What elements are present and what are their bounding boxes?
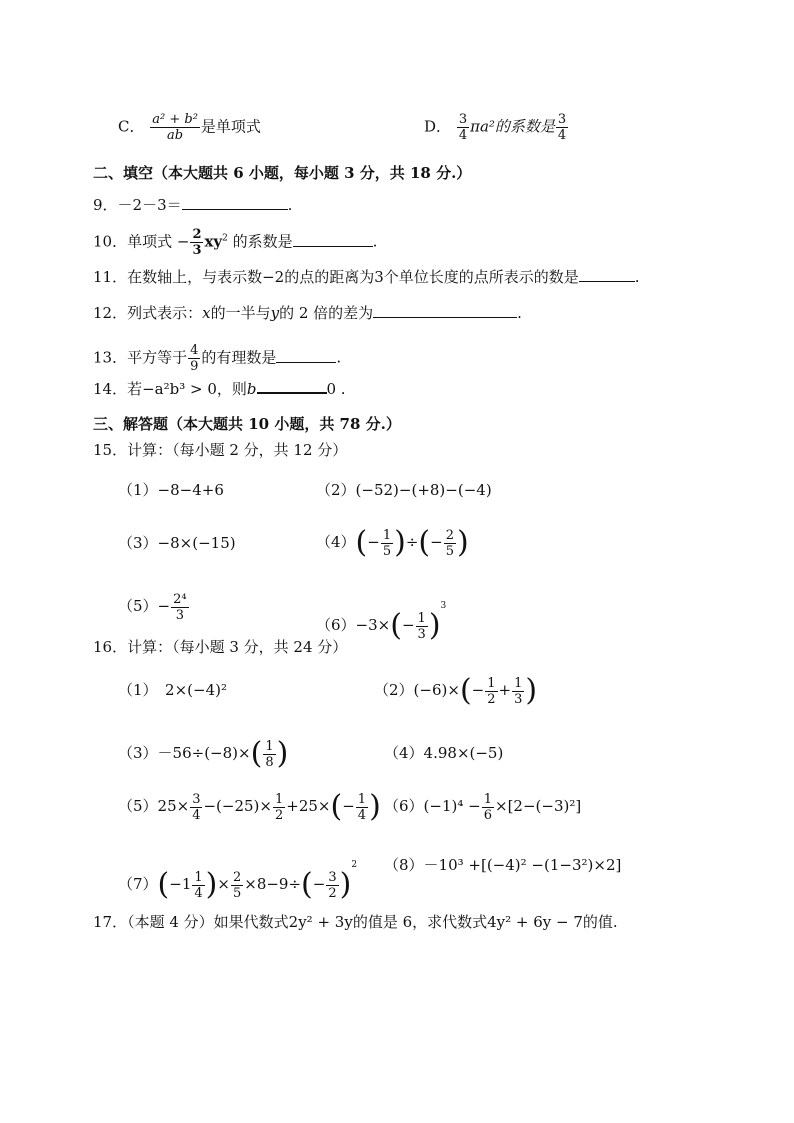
question-17: 17．（本题 4 分）如果代数式2y² + 3y的值是 6，求代数式4y² + 6y − 7的值. (93, 913, 618, 931)
q16-part7: （7）(−1 $\frac{1}{4}$ )× $\frac{2}{5}$ ×8−9÷(− $\frac{3}{2}$ )$^2$ (118, 860, 358, 902)
q15-part4: （4）(− $\frac{1}{5}$ )÷(− $\frac{2}{5}$ ) (316, 525, 469, 560)
section-title-fill: 二、填空（本大题共 6 小题，每小题 3 分，共 18 分.） (93, 164, 472, 182)
q15-part6: （6）−3×(− $\frac{1}{3}$ )$^3$ (316, 601, 447, 643)
question-13: 13．平方等于 $\frac{4}{9}$ 的有理数是 . (93, 343, 342, 374)
answer-blank (579, 267, 635, 282)
question-14: 14．若−a²b³ > 0，则b 0 . (93, 380, 346, 398)
q15-part1: （1）−8−4+6 (118, 481, 224, 499)
q16-part2: （2）(−6)×(− $\frac{1}{2}$ + $\frac{1}{3}$ ) (374, 673, 538, 708)
section-title-solve: 三、解答题（本大题共 10 小题，共 78 分.） (93, 415, 401, 433)
answer-blank (373, 303, 517, 318)
fraction: $\frac{\text{a² + b²}}{ab}$ (152, 112, 198, 143)
q15-part2: （2）(−52)−(+8)−(−4) (316, 481, 492, 499)
option-d: D． $\frac{3}{4}$ πa²的系数是 $\frac{3}{4}$ (424, 112, 567, 143)
question-9: 9．－2－3＝ . (93, 196, 293, 214)
question-15-title: 15．计算：（每小题 2 分，共 12 分） (93, 441, 348, 459)
question-12: 12．列式表示：x的一半与y的 2 倍的差为 . (93, 304, 522, 322)
question-11: 11．在数轴上，与表示数−2的点的距离为3个单位长度的点所表示的数是 . (93, 268, 640, 286)
question-16-title: 16．计算：（每小题 3 分，共 24 分） (93, 638, 348, 656)
answer-blank (293, 232, 373, 247)
answer-blank (257, 378, 327, 394)
q16-part4: （4）4.98×(−5) (384, 744, 504, 762)
q16-part1: （1） 2×(−4)² (118, 681, 227, 699)
question-10: 10．单项式 − $\frac{2}{3}$ $xy^2$ 的系数是 . (93, 227, 378, 258)
option-c: C． $\frac{\text{a² + b²}}{ab}$ 是单项式 (118, 112, 261, 143)
answer-blank (276, 348, 336, 363)
answer-blank (182, 195, 288, 210)
q15-part3: （3）−8×(−15) (118, 534, 236, 552)
q16-part5: （5）25× $\frac{3}{4}$ −(−25)× $\frac{1}{2}$ +25×(− $\frac{1}{4}$ ) (118, 789, 381, 824)
q15-part5: （5）− $\frac{\text{2⁴}}{3}$ (118, 591, 187, 623)
q16-part3: （3）－56÷(−8)×( $\frac{1}{8}$ ) (118, 736, 289, 771)
q16-part8: （8）－10³ +[(−4)² −(1−3²)×2] (384, 856, 622, 874)
q16-part6: （6）(−1)⁴ − $\frac{1}{6}$ ×[2−(−3)²] (384, 791, 582, 823)
